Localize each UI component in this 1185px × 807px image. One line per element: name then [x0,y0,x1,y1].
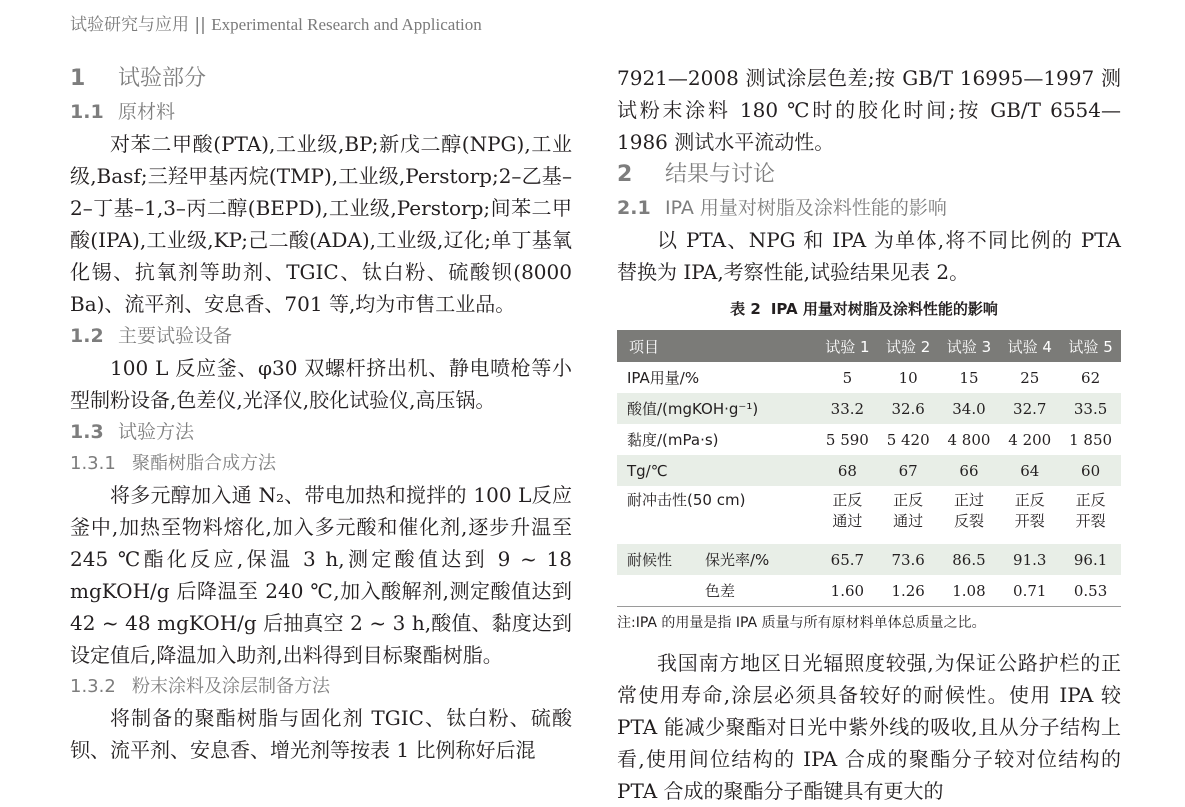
table-note: 注:IPA 的用量是指 IPA 质量与所有原材料单体总质量之比。 [617,615,986,631]
table-cell: 5 [842,368,853,387]
table-cell: 1.08 [939,575,1000,607]
table-cell: 正过 反裂 [953,491,984,530]
table-cell: 32.7 [999,393,1060,424]
table-cell: 15 [959,368,979,387]
table-header-cell: 试验 5 [1060,330,1121,362]
table-cell: 67 [878,455,939,486]
test-methods-continued: 7921—2008 测试涂层色差;按 GB/T 16995—1997 测试粉末涂料 180 ℃时的胶化时间;按 GB/T 6554—1986 测试水平流动性。 [617,66,1121,154]
table-cell: 正反 通过 [832,491,863,530]
table-cell: 正反 通过 [893,491,924,530]
table-cell: 33.2 [817,393,878,424]
section-1-1-heading: 1.1 原材料 [70,101,176,123]
header-journal-en: Experimental Research and Application [211,15,482,34]
table-cell: 62 [1081,368,1101,387]
table-cell: 66 [939,455,1000,486]
row-label: 耐候性 保光率/% [617,544,817,575]
right-column [617,62,1121,807]
table-cell: 4 800 [947,430,991,449]
materials-paragraph: 对苯二甲酸(PTA),工业级,BP;新戊二醇(NPG),工业级,Basf;三羟甲基丙烷(TMP),工业级,Perstorp;2–乙基–2–丁基–1,3–丙二醇(BEPD),工业级,Perstorp;间苯二甲酸(IPA),工业级,KP;己二酸(ADA),工业级,辽化;单丁基氧化锡、抗氧剂等助剂、TGIC、钛白粉、硫酸钡(8000 Ba)、流平剂、安息香、701 等,均为市售工业品。 [70,132,572,316]
section-1-3-1-heading: 1.3.1 聚酯树脂合成方法 [70,453,276,474]
table-cell: 96.1 [1060,544,1121,575]
table-cell: 73.6 [878,544,939,575]
table-row [617,362,1121,393]
table-row [617,424,1121,455]
table-cell: 25 [1020,368,1040,387]
table-header-row [617,330,1121,362]
table-cell: 33.5 [1060,393,1121,424]
table-header-cell: 试验 2 [878,330,939,362]
equipment-paragraph: 100 L 反应釜、φ30 双螺杆挤出机、静电喷枪等小型制粉设备,色差仪,光泽仪,胶化试验仪,高压锅。 [70,356,572,412]
table-cell: 1.60 [817,575,878,607]
table-cell: 68 [817,455,878,486]
table-cell: 1.26 [878,575,939,607]
row-label: Tg/℃ [617,455,817,486]
table-cell: 60 [1060,455,1121,486]
row-label: IPA用量/% [627,369,700,387]
table-cell: 0.53 [1060,575,1121,607]
section-2-heading: 2 结果与讨论 [617,162,776,187]
table-cell: 4 200 [1008,430,1052,449]
running-header [70,10,482,35]
table-cell: 10 [898,368,918,387]
section-1-2-heading: 1.2 主要试验设备 [70,325,233,347]
table-cell: 正反 开裂 [1075,491,1106,530]
table-row [617,393,1121,424]
table-cell: 65.7 [817,544,878,575]
table-cell: 0.71 [999,575,1060,607]
section-1-3-heading: 1.3 试验方法 [70,421,195,443]
coating-prep-paragraph: 将制备的聚酯树脂与固化剂 TGIC、钛白粉、硫酸钡、流平剂、安息香、增光剂等按表 1 比例称好后混 [70,706,572,762]
section-1-3-2-heading: 1.3.2 粉末涂料及涂层制备方法 [70,676,330,697]
synthesis-paragraph: 将多元醇加入通 N₂、带电加热和搅拌的 100 L反应釜中,加热至物料熔化,加入多元酸和催化剂,逐步升温至 245 ℃酯化反应,保温 3 h,测定酸值达到 9 ~ 18 mgKOH/g 后降温至 240 ℃,加入酸解剂,测定酸值达到 42 ~ 48 mgKOH/g 后抽真空 2 ~ 3 h,酸值、黏度达到设定值后,降温加入助剂,出料得到目标聚酯树脂。 [70,483,572,667]
table-row [617,575,1121,607]
left-column [70,62,572,766]
table-header-cell: 试验 3 [939,330,1000,362]
section-1-heading: 1 试验部分 [70,66,207,91]
section-2-1-heading: 2.1 IPA 用量对树脂及涂料性能的影响 [617,197,947,219]
ipa-intro-paragraph: 以 PTA、NPG 和 IPA 为单体,将不同比例的 PTA 替换为 IPA,考察性能,试验结果见表 2。 [617,228,1121,284]
table-2 [617,330,1121,607]
table-cell: 34.0 [939,393,1000,424]
table-header-cell: 项目 [617,330,817,362]
table-row [617,455,1121,486]
header-journal-zh: 试验研究与应用 [70,15,189,35]
row-label: 酸值/(mgKOH·g⁻¹) [617,393,817,424]
group-label: 耐候性 [627,551,673,569]
table-2-caption: 表 2 IPA 用量对树脂及涂料性能的影响 [730,300,998,318]
table-cell: 32.6 [878,393,939,424]
table-row [617,544,1121,575]
table-cell: 91.3 [999,544,1060,575]
row-label: 耐冲击性(50 cm) [627,491,746,509]
header-separator: || [194,15,206,35]
table-header-cell: 试验 1 [817,330,878,362]
table-row [617,486,1121,544]
table-header-cell: 试验 4 [999,330,1060,362]
table-cell: 1 850 [1069,430,1113,449]
table-cell: 正反 开裂 [1014,491,1045,530]
table-cell: 5 590 [825,430,869,449]
row-label: 黏度/(mPa·s) [627,431,719,449]
weathering-paragraph: 我国南方地区日光辐照度较强,为保证公路护栏的正常使用寿命,涂层必须具备较好的耐候性。使用 IPA 较 PTA 能减少聚酯对日光中紫外线的吸收,且从分子结构上看,使用间位结构的 IPA 合成的聚酯分子较对位结构的 PTA 合成的聚酯分子酯键具有更大的 [617,651,1121,803]
table-cell: 5 420 [886,430,930,449]
row-label: 色差 [617,575,817,607]
table-cell: 86.5 [939,544,1000,575]
table-cell: 64 [999,455,1060,486]
